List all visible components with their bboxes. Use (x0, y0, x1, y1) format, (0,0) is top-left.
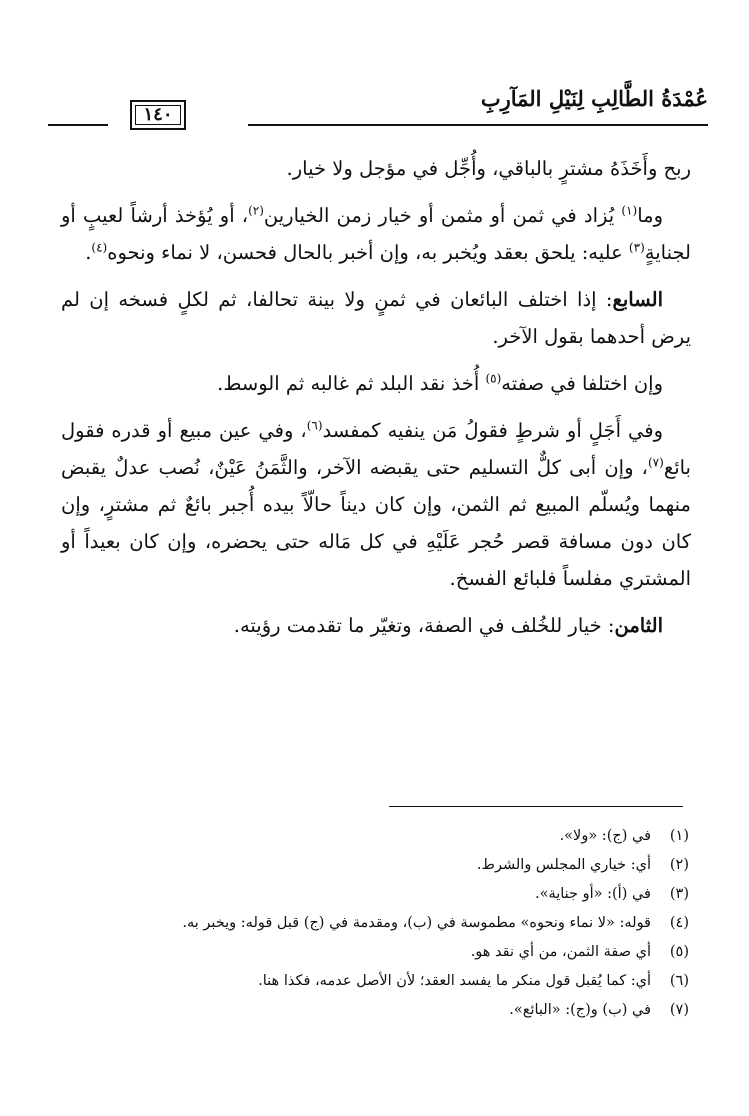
footnote-ref-7: (٧) (647, 455, 664, 470)
footnote-item: (٤)قوله: «لا نماء ونحوه» مطموسة في (ب)، ومقدمة في (ج) قبل قوله: ويخبر به. (182, 915, 689, 931)
footnote-item: (٦)أي: كما يُقبل قول منكر ما يفسد العقد؛ لأن الأصل عدمه، فكذا هنا. (258, 973, 689, 989)
running-header (48, 84, 708, 128)
section-keyword-eighth: الثامن (614, 614, 663, 637)
paragraph-seventh: السابع: إذا اختلف البائعان في ثمنٍ ولا بينة تحالفا، ثم لكلٍ فسخه إن لم يرض أحدهما بقول الآخر. (61, 288, 691, 348)
footnote-separator (389, 806, 683, 807)
header-rule-left (48, 124, 108, 126)
paragraph-eighth: الثامن: خيار للخُلف في الصفة، وتغيّر ما تقدمت رؤيته. (233, 614, 663, 637)
footnote-ref-1: (١) (621, 203, 638, 218)
header-rule (248, 124, 708, 126)
paragraph-5: وفي أَجَلٍ أو شرطٍ فقولُ مَن ينفيه كمفسد$^{(٦)}$، وفي عين مبيع أو قدره فقول بائع$^{(٧)}$، وإن أبى كلٌّ التسليم حتى يقبضه الآخر، والثَّمَنُ عَيْنٌ، نُصب عدلٌ يقبض منهما ويُسلّم المبيع ثم الثمن، وإن كان ديناً حالّاً بيده أُجبر بائعٌ ثم مشترٍ، وإن كان دون مسافة قصر حُجر عَلَيْهِ في كل مَاله حتى يحضره، وإن كان بعيداً أو المشتري مفلساً فلبائع الفسخ. (61, 418, 691, 590)
paragraph-2: وما$^{(١)}$ يُزاد في ثمن أو مثمن أو خيار زمن الخيارين$^{(٢)}$، أو يُؤخذ أرشاً لعيبٍ أو لجنايةٍ$^{(٣)}$ عليه: يلحق بعقد ويُخبر به، وإن أخبر بالحال فحسن، لا نماء ونحوه$^{(٤)}$. (61, 203, 691, 264)
main-text (61, 150, 691, 654)
footnote-item: (٥)أي صفة الثمن، من أي نقد هو. (470, 944, 689, 960)
page-number: ١٤٠ (130, 100, 186, 130)
footnote-ref-3: (٣) (628, 240, 645, 255)
footnotes (59, 822, 689, 1025)
book-title: عُمْدَةُ الطَّالِبِ لِنَيْلِ المَآرِبِ (480, 86, 708, 111)
footnote-item: (٣)في (أ): «أو جناية». (534, 886, 689, 902)
section-keyword-seventh: السابع (612, 288, 663, 311)
footnote-ref-4: (٤) (91, 240, 108, 255)
footnote-ref-5: (٥) (485, 371, 502, 386)
footnote-item: (٧)في (ب) و(ج): «البائع». (509, 1002, 689, 1018)
footnote-item: (١)في (ج): «ولا». (559, 828, 689, 844)
footnote-ref-2: (٢) (248, 203, 264, 218)
paragraph-1: ربح وأَخَذَهُ مشترٍ بالباقي، وأُجِّل في مؤجل ولا خيار. (286, 157, 691, 180)
paragraph-4: وإن اختلفا في صفته$^{(٥)}$ أُخذ نقد البلد ثم غالبه ثم الوسط. (217, 371, 663, 395)
footnote-item: (٢)أي: خياري المجلس والشرط. (476, 857, 689, 873)
footnote-ref-6: (٦) (306, 418, 323, 433)
